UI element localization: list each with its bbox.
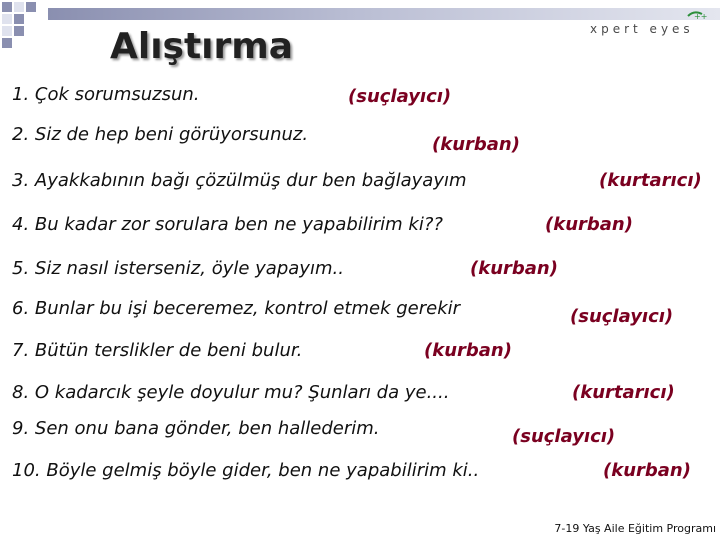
statement-10: 10. Böyle gelmiş böyle gider, ben ne yapabilirim ki..: [12, 460, 480, 481]
role-label-9: (suçlayıcı): [512, 426, 616, 447]
role-label-8: (kurtarıcı): [572, 382, 675, 403]
role-label-7: (kurban): [424, 340, 512, 361]
decor-square: [2, 38, 12, 48]
decor-square: [2, 26, 12, 36]
statement-9: 9. Sen onu bana gönder, ben hallederim.: [12, 418, 380, 439]
footer-text: 7-19 Yaş Aile Eğitim Programı: [554, 522, 716, 535]
role-label-2: (kurban): [432, 134, 520, 155]
logo-mark-icon: [590, 10, 715, 42]
statement-5: 5. Siz nasıl isterseniz, öyle yapayım..: [12, 258, 344, 279]
role-label-6: (suçlayıcı): [570, 306, 674, 327]
statement-2: 2. Siz de hep beni görüyorsunuz.: [12, 124, 309, 145]
role-label-10: (kurban): [603, 460, 691, 481]
logo-text: xpert eyes: [590, 22, 694, 36]
decor-square: [26, 2, 36, 12]
statement-7: 7. Bütün terslikler de beni bulur.: [12, 340, 303, 361]
decor-square: [2, 14, 12, 24]
expert-eyes-logo: [590, 10, 715, 42]
statement-3: 3. Ayakkabının bağı çözülmüş dur ben bağlayayım: [12, 170, 467, 191]
role-label-4: (kurban): [545, 214, 633, 235]
decor-square: [14, 26, 24, 36]
role-label-1: (suçlayıcı): [348, 86, 452, 107]
statement-8: 8. O kadarcık şeyle doyulur mu? Şunları da ye....: [12, 382, 450, 403]
statement-1: 1. Çok sorumsuzsun.: [12, 84, 200, 105]
role-label-3: (kurtarıcı): [599, 170, 702, 191]
page-title: Alıştırma: [110, 26, 294, 67]
decor-square: [2, 2, 12, 12]
decor-square: [14, 14, 24, 24]
statement-4: 4. Bu kadar zor sorulara ben ne yapabilirim ki??: [12, 214, 443, 235]
decor-square: [14, 2, 24, 12]
svg-text:++: ++: [694, 12, 708, 21]
role-label-5: (kurban): [470, 258, 558, 279]
statement-6: 6. Bunlar bu işi beceremez, kontrol etmek gerekir: [12, 298, 461, 319]
